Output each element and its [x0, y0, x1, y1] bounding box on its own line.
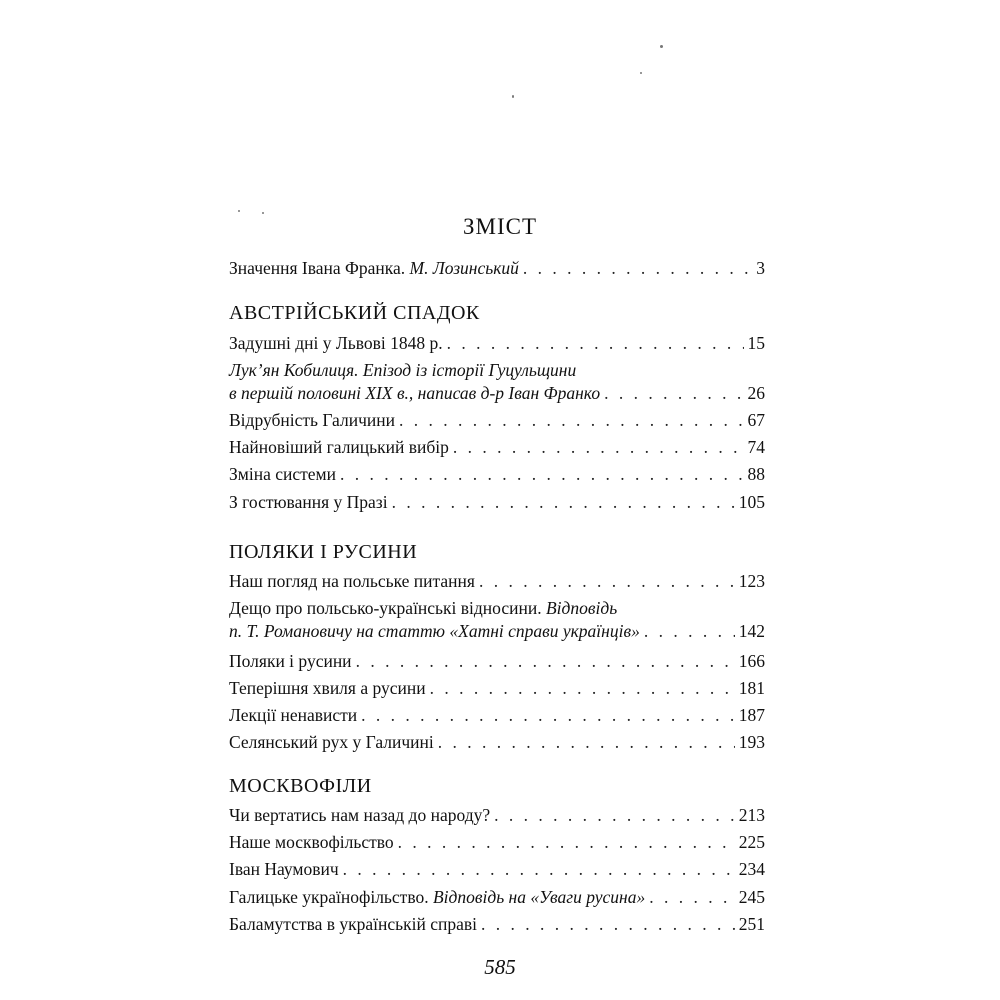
- toc-entry-title: Теперішня хвиля а русини: [229, 678, 426, 698]
- toc-entry-page: 193: [738, 732, 765, 752]
- toc-entry[interactable]: [229, 463, 765, 485]
- toc-entry-page: 187: [738, 705, 765, 725]
- leader-dots: [447, 332, 744, 354]
- leader-dots: [361, 704, 735, 726]
- toc-entry-subtitle: Епізод із історії Гуцульщини: [362, 360, 577, 380]
- toc-entry-page: 88: [747, 464, 765, 484]
- toc-entry-title: Наше москвофільство: [229, 832, 394, 852]
- toc-entry-subtitle: п. Т. Романовичу на статтю «Хатні справи українців»: [229, 621, 640, 641]
- toc-entry-page: 26: [747, 383, 765, 403]
- page-number: 585: [484, 955, 516, 979]
- toc-entry-line1[interactable]: [229, 359, 765, 381]
- leader-dots: [649, 886, 735, 908]
- leader-dots: [430, 677, 735, 699]
- toc-entry-title: Найновіший галицький вибір: [229, 437, 449, 457]
- toc-entry-page: 225: [738, 832, 765, 852]
- leader-dots: [481, 913, 735, 935]
- leader-dots: [399, 409, 744, 431]
- toc-entry[interactable]: [229, 382, 765, 404]
- leader-dots: [494, 804, 735, 826]
- toc-entry-title: Лекції ненависти: [229, 705, 358, 725]
- toc-entry[interactable]: [229, 804, 765, 826]
- toc-entry-title: Баламутства в українській справі: [229, 914, 478, 934]
- toc-entry-page: 123: [738, 571, 765, 591]
- toc-entry[interactable]: [229, 886, 765, 908]
- toc-heading: ЗМІСТ: [462, 214, 538, 239]
- toc-entry-page: 234: [738, 859, 765, 879]
- leader-dots: [392, 491, 735, 513]
- scan-speck: [640, 72, 642, 74]
- toc-entry[interactable]: [229, 650, 765, 672]
- toc-entry-page: 15: [747, 333, 765, 353]
- toc-entry-title: Задушні дні у Львові 1848 р.: [229, 333, 443, 353]
- leader-dots: [340, 463, 744, 485]
- leader-dots: [343, 858, 735, 880]
- toc-entry-page: 181: [738, 678, 765, 698]
- toc-entry-title: З гостювання у Празі: [229, 492, 388, 512]
- toc-entry[interactable]: [229, 620, 765, 642]
- toc-entry-page: 142: [738, 621, 765, 641]
- section-heading: ПОЛЯКИ І РУСИНИ: [229, 541, 418, 563]
- toc-entry-page: 3: [756, 258, 765, 278]
- toc-entry-title: Галицьке українофільство. Відповідь на «Уваги русина»: [229, 887, 646, 907]
- toc-entry[interactable]: [229, 677, 765, 699]
- toc-entry[interactable]: [229, 831, 765, 853]
- toc-entry-page: 105: [738, 492, 765, 512]
- toc-entry[interactable]: [229, 704, 765, 726]
- toc-entry-title: Відрубність Галичини: [229, 410, 395, 430]
- toc-entry-title: Значення Івана Франка. М. Лозинський: [229, 258, 519, 278]
- scan-speck: [238, 210, 240, 212]
- toc-entry-page: 74: [747, 437, 765, 457]
- leader-dots: [438, 731, 735, 753]
- toc-entry[interactable]: [229, 913, 765, 935]
- toc-entry-title: Зміна системи: [229, 464, 336, 484]
- leader-dots: [523, 257, 752, 279]
- toc-entry-title: Наш погляд на польське питання: [229, 571, 475, 591]
- toc-entry-title: Лук’ян Кобилиця.: [229, 360, 359, 380]
- toc-entry[interactable]: [229, 436, 765, 458]
- toc-entry-title: Дещо про польсько-українські відносини.: [229, 598, 542, 618]
- toc-entry-page: 245: [738, 887, 765, 907]
- toc-entry-title: Поляки і русини: [229, 651, 352, 671]
- leader-dots: [644, 620, 735, 642]
- scan-speck: [512, 95, 514, 98]
- toc-entry-line1[interactable]: [229, 597, 765, 619]
- toc-entry[interactable]: [229, 409, 765, 431]
- leader-dots: [398, 831, 735, 853]
- leader-dots: [479, 570, 735, 592]
- toc-entry-title: Іван Наумович: [229, 859, 339, 879]
- toc-entry[interactable]: [229, 570, 765, 592]
- toc-entry[interactable]: [229, 731, 765, 753]
- toc-entry-intro[interactable]: [229, 257, 765, 279]
- leader-dots: [604, 382, 743, 404]
- toc-entry-subtitle: в першій половині XIX в., написав д-р Іван Франко: [229, 383, 601, 403]
- toc-entry-page: 213: [738, 805, 765, 825]
- toc-entry[interactable]: [229, 858, 765, 880]
- leader-dots: [453, 436, 744, 458]
- section-heading: МОСКВОФІЛИ: [229, 775, 372, 797]
- toc-entry[interactable]: [229, 332, 765, 354]
- scan-speck: [660, 45, 663, 48]
- toc-entry-page: 166: [738, 651, 765, 671]
- toc-entry-page: 251: [738, 914, 765, 934]
- toc-entry[interactable]: [229, 491, 765, 513]
- toc-entry-subtitle: Відповідь: [545, 598, 618, 618]
- section-heading: АВСТРІЙСЬКИЙ СПАДОК: [229, 302, 480, 324]
- leader-dots: [356, 650, 735, 672]
- toc-entry-page: 67: [747, 410, 765, 430]
- toc-entry-title: Селянський рух у Галичині: [229, 732, 434, 752]
- toc-entry-title: Чи вертатись нам назад до народу?: [229, 805, 491, 825]
